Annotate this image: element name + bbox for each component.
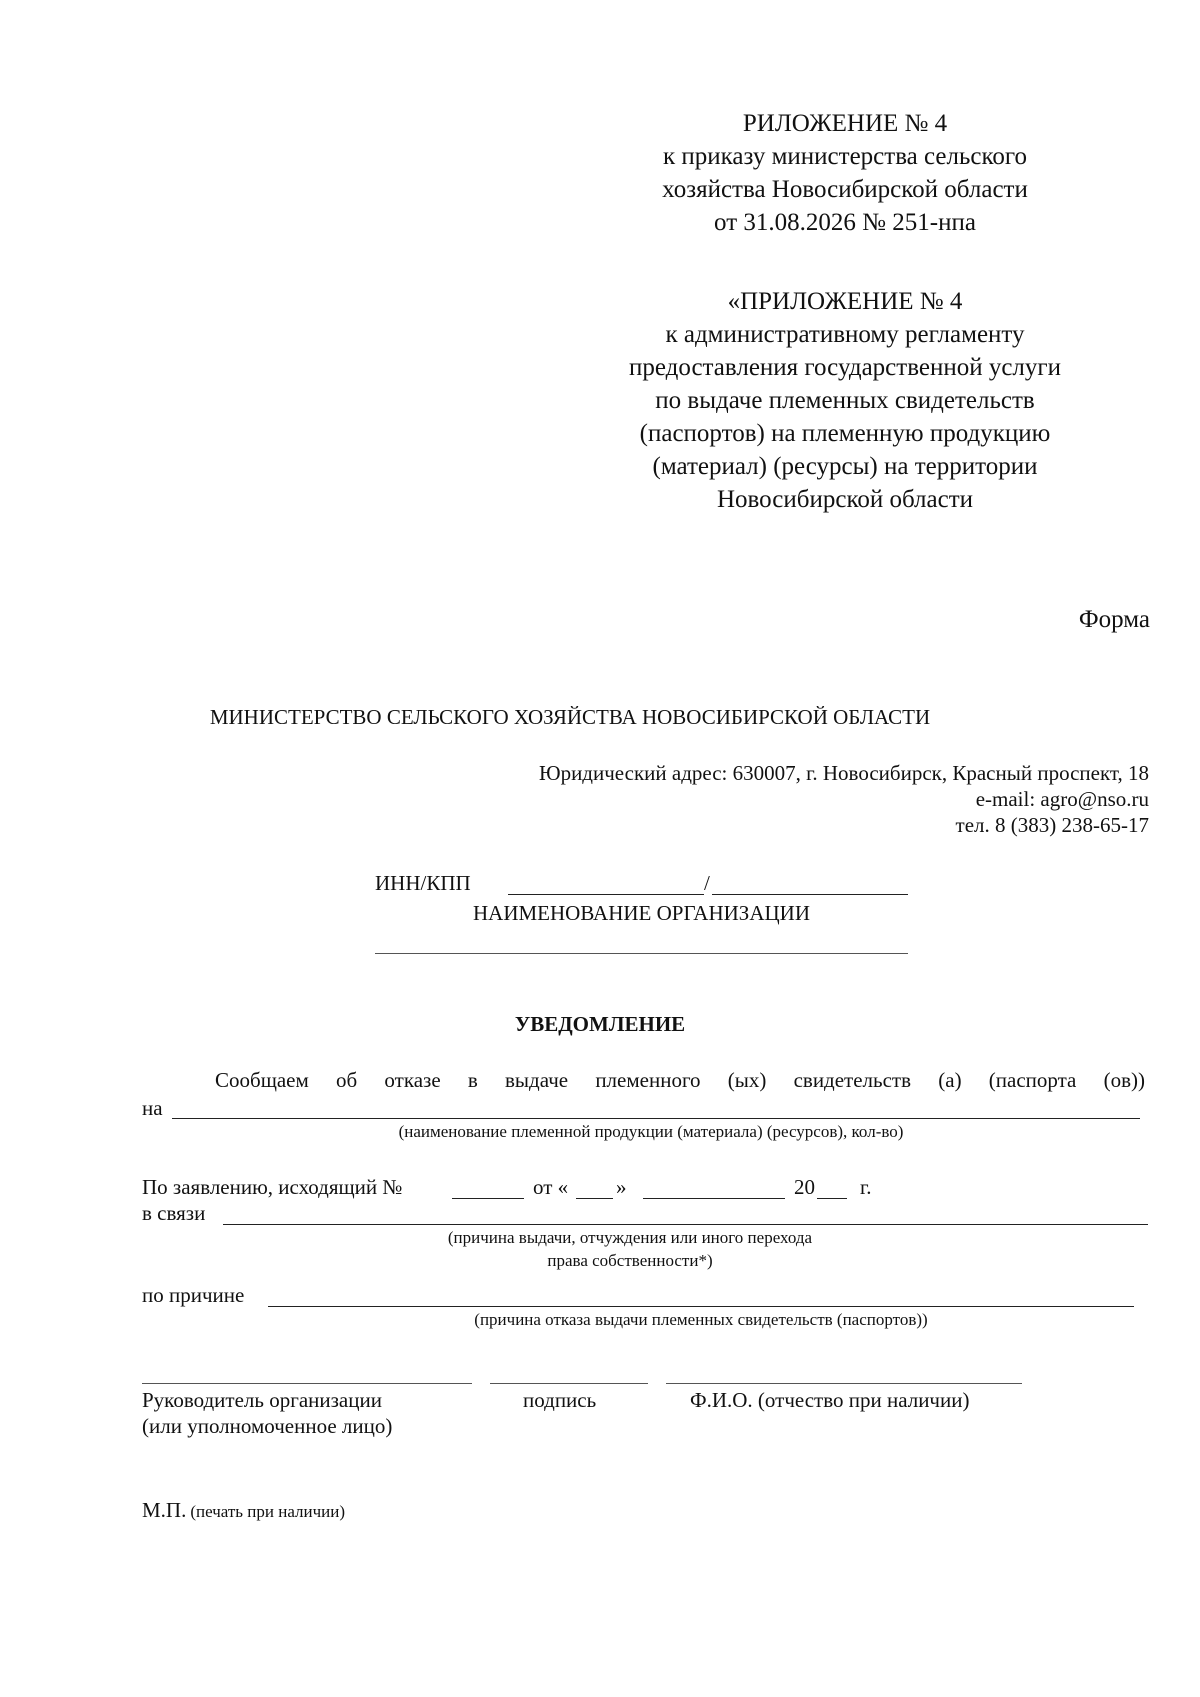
appendix-header	[620, 107, 1070, 239]
ministry-name: МИНИСТЕРСТВО СЕЛЬСКОГО ХОЗЯЙСТВА НОВОСИБИРСКОЙ ОБЛАСТИ	[209, 705, 931, 729]
sentence-word: племенного	[595, 1068, 701, 1092]
year-suffix: г.	[860, 1175, 872, 1199]
regulation-line: к административному регламенту	[665, 321, 1025, 348]
connection-field[interactable]	[223, 1224, 1148, 1225]
reason-hint: (причина отказа выдачи племенных свидетельств (паспортов))	[474, 1310, 928, 1329]
inn-field[interactable]	[508, 894, 704, 895]
date-month-field[interactable]	[643, 1198, 785, 1199]
kpp-field[interactable]	[712, 894, 908, 895]
head-label	[142, 1387, 392, 1439]
sentence-word: (паспорта	[988, 1068, 1077, 1092]
sentence-word: (а)	[938, 1068, 962, 1092]
sentence-word: отказе	[384, 1068, 441, 1092]
contacts-block	[539, 760, 1149, 838]
regulation-appendix-title: «ПРИЛОЖЕНИЕ № 4	[727, 288, 963, 315]
na-label: на	[142, 1096, 163, 1120]
head-label-line: (или уполномоченное лицо)	[142, 1414, 393, 1438]
sentence-word: в	[467, 1068, 478, 1092]
regulation-line: по выдаче племенных свидетельств	[655, 387, 1035, 414]
appendix-line: от 31.08.2026 № 251-нпа	[714, 209, 976, 236]
org-name-field[interactable]	[375, 953, 908, 954]
regulation-line: Новосибирской области	[716, 486, 974, 513]
phone: тел. 8 (383) 238-65-17	[955, 813, 1149, 837]
fio-label: Ф.И.О. (отчество при наличии)	[690, 1388, 970, 1412]
regulation-line: (паспортов) на племенную продукцию	[639, 420, 1051, 447]
sentence-word: (ых)	[727, 1068, 767, 1092]
signature-line[interactable]	[490, 1383, 648, 1384]
sentence-word: свидетельств	[793, 1068, 912, 1092]
application-number-field[interactable]	[452, 1198, 524, 1199]
stamp-block	[142, 1497, 345, 1523]
appendix-title: РИЛОЖЕНИЕ № 4	[742, 110, 948, 137]
sentence-word: (ов))	[1103, 1068, 1145, 1092]
notice-sentence	[215, 1067, 1145, 1093]
reason-label: по причине	[142, 1283, 245, 1307]
inn-slash: /	[704, 871, 710, 895]
stamp-label: М.П.	[142, 1498, 187, 1522]
date-day-field[interactable]	[576, 1198, 613, 1199]
connection-hint-line: права собственности*)	[547, 1251, 713, 1270]
year-prefix: 20	[794, 1175, 815, 1199]
reason-field[interactable]	[268, 1306, 1134, 1307]
form-label: Форма	[1078, 606, 1150, 633]
sentence-word: об	[336, 1068, 358, 1092]
regulation-line: (материал) (ресурсы) на территории	[652, 453, 1038, 480]
in-connection-label: в связи	[142, 1201, 206, 1225]
appendix-line: к приказу министерства сельского	[662, 143, 1027, 170]
legal-address: Юридический адрес: 630007, г. Новосибирск, Красный проспект, 18	[538, 761, 1149, 785]
product-field[interactable]	[172, 1118, 1140, 1119]
regulation-appendix-header	[570, 285, 1120, 516]
sentence-word: выдаче	[505, 1068, 569, 1092]
date-from-label: от «	[533, 1175, 569, 1199]
head-signature-line[interactable]	[142, 1383, 472, 1384]
stamp-hint: (печать при наличии)	[190, 1502, 346, 1521]
appendix-line: хозяйства Новосибирской области	[662, 176, 1028, 203]
product-hint: (наименование племенной продукции (материала) (ресурсов), кол-во)	[398, 1122, 904, 1141]
org-name-label: НАИМЕНОВАНИЕ ОРГАНИЗАЦИИ	[473, 901, 810, 925]
year-field[interactable]	[817, 1198, 847, 1199]
head-label-line: Руководитель организации	[142, 1388, 382, 1412]
application-label: По заявлению, исходящий №	[142, 1175, 403, 1199]
email: e-mail: agro@nso.ru	[975, 787, 1149, 811]
regulation-line: предоставления государственной услуги	[628, 354, 1062, 381]
connection-hint-line: (причина выдачи, отчуждения или иного перехода	[447, 1228, 813, 1247]
date-quote-close: »	[616, 1175, 627, 1199]
fio-line[interactable]	[666, 1383, 1022, 1384]
signature-label: подпись	[523, 1388, 597, 1412]
sentence-word: Сообщаем	[215, 1068, 309, 1092]
inn-kpp-label: ИНН/КПП	[375, 871, 471, 895]
notice-title: УВЕДОМЛЕНИЕ	[514, 1012, 686, 1036]
connection-hint	[380, 1226, 880, 1272]
